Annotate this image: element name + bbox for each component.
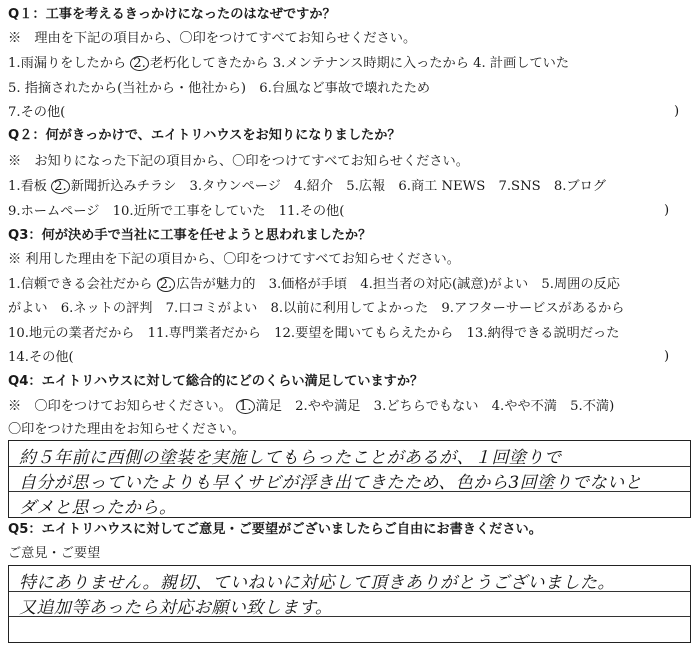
q3-option-2-circled[interactable]: 2. bbox=[157, 277, 176, 292]
q1-title: Q１：工事を考えるきっかけになったのはなぜですか？ bbox=[8, 7, 336, 22]
q2-option-2-circled[interactable]: 2. bbox=[51, 179, 70, 194]
q4-choices bbox=[8, 398, 614, 416]
q4-handwriting-line-3: ダメと思ったから。 bbox=[19, 498, 177, 518]
q1-option-2-label: 老朽化してきたから bbox=[149, 56, 269, 71]
q2-title: Q２：何がきっかけで、エイトリハウスをお知りになりましたか？ bbox=[8, 128, 401, 143]
q3-options-row1 bbox=[8, 276, 620, 294]
q1-options-row2: 5. 指摘されたから(当社から・他社から) 6.台風など事故で壊れたため bbox=[8, 81, 431, 96]
q1-other: 7.その他( bbox=[8, 105, 66, 120]
q2-options-row1 bbox=[8, 178, 606, 196]
q3-other: 14.その他( bbox=[8, 350, 74, 365]
q4-choices-rest: 満足 2.やや満足 3.どちらでもない 4.やや不満 5.不満) bbox=[255, 399, 615, 414]
q1-option-1[interactable]: 1.雨漏りをしたから bbox=[8, 56, 127, 71]
q2-option-1[interactable]: 1.看板 bbox=[8, 179, 47, 194]
q4-title: Q4：エイトリハウスに対して総合的にどのくらい満足していますか？ bbox=[8, 374, 424, 389]
q5-comment-box[interactable] bbox=[8, 565, 691, 643]
q1-options-row1 bbox=[8, 55, 569, 73]
q3-option-1[interactable]: 1.信頼できる会社だから bbox=[8, 277, 153, 292]
q5-handwriting-line-1: 特にありません。親切、ていねいに対応して頂きありがとうございました。 bbox=[19, 573, 616, 593]
q2-other-close: ) bbox=[664, 203, 670, 218]
q1-instruction: ※ 理由を下記の項目から、〇印をつけてすべてお知らせください。 bbox=[8, 31, 417, 46]
q3-options-row2: がよい 6.ネットの評判 7.口コミがよい 8.以前に利用してよかった 9.アフターサービスがあるから bbox=[8, 301, 625, 316]
q1-option-4[interactable]: 4. 計画していた bbox=[473, 56, 570, 71]
q4-choice-1-circled[interactable]: 1. bbox=[236, 399, 255, 414]
q4-reason-label: 〇印をつけた理由をお知らせください。 bbox=[8, 422, 245, 437]
q5-title: Q5：エイトリハウスに対してご意見・ご要望がございましたらご自由にお書きください。 bbox=[8, 522, 542, 537]
q4-reason-box[interactable] bbox=[8, 440, 691, 518]
q1-option-2-circled[interactable]: 2. bbox=[130, 56, 149, 71]
q3-options-row3: 10.地元の業者だから 11.専門業者だから 12.要望を聞いてもらえたから 13.納得できる説明だった bbox=[8, 326, 620, 341]
q3-title: Q3：何が決め手で当社に工事を任せようと思われましたか？ bbox=[8, 228, 372, 243]
q3-instruction: ※ 利用した理由を下記の項目から、〇印をつけてすべてお知らせください。 bbox=[8, 252, 460, 267]
q5-handwriting-line-2: 又追加等あったら対応お願い致します。 bbox=[19, 598, 333, 618]
q4-handwriting-line-1: 約５年前に西側の塗装を実施してもらったことがあるが、１回塗りで bbox=[19, 448, 562, 468]
q3-options-rest: 広告が魅力的 3.価格が手頃 4.担当者の対応(誠意)がよい 5.周囲の反応 bbox=[176, 277, 620, 292]
q1-other-close: ) bbox=[674, 104, 680, 119]
q1-option-3[interactable]: 3.メンテナンス時期に入ったから bbox=[272, 56, 469, 71]
q4-instruction: ※ 〇印をつけてお知らせください。 bbox=[8, 399, 232, 414]
q2-options-rest: 新聞折込みチラシ 3.タウンページ 4.紹介 5.広報 6.商工 NEWS 7.SNS 8.ブログ bbox=[70, 179, 606, 194]
q4-handwriting-line-2: 自分が思っていたよりも早くサビが浮き出てきたため、色から3回塗りでないと bbox=[19, 473, 643, 493]
q2-options-row2: 9.ホームページ 10.近所で工事をしていた 11.その他( bbox=[8, 204, 345, 219]
q3-other-close: ) bbox=[664, 349, 670, 364]
q5-label: ご意見・ご要望 bbox=[8, 546, 101, 561]
q2-instruction: ※ お知りになった下記の項目から、〇印をつけてすべてお知らせください。 bbox=[8, 154, 469, 169]
